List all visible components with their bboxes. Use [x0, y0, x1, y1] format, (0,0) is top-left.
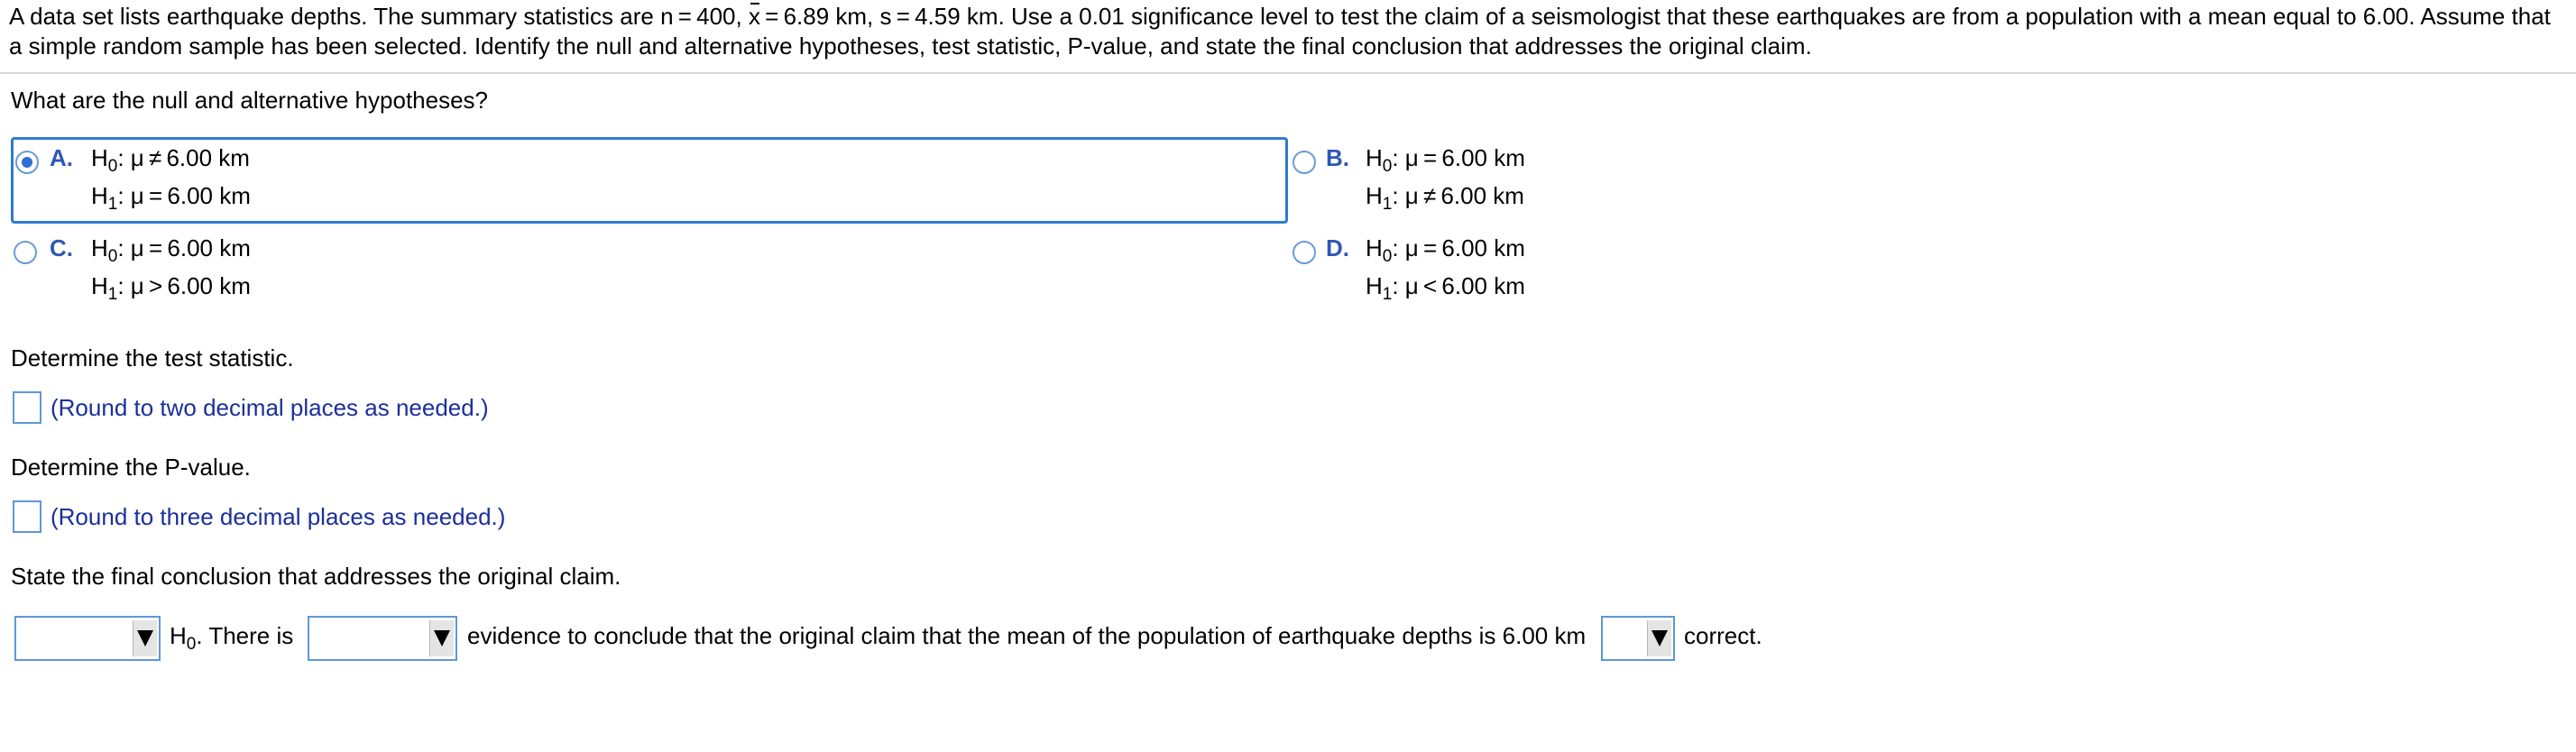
hypotheses-question: What are the null and alternative hypotheses?	[11, 87, 489, 114]
x-bar-symbol: x	[748, 3, 760, 30]
option-c-h1: $H_1$: μ > 6.00 km	[91, 272, 251, 304]
p-value-hint: (Round to three decimal places as needed.)	[51, 503, 506, 530]
option-b[interactable]	[1290, 137, 1741, 224]
option-c-letter: C.	[50, 234, 73, 261]
option-b-radio[interactable]	[1293, 151, 1316, 174]
problem-text-part1: A data set lists earthquake depths. The summary statistics are n = 400,	[9, 3, 749, 30]
test-statistic-hint: (Round to two decimal places as needed.)	[51, 394, 489, 421]
conclusion-h0-text: $H_0$. There is	[170, 622, 294, 654]
dropdown-arrow-icon[interactable]	[133, 620, 157, 656]
option-c-h0: $H_0$: μ = 6.00 km	[91, 234, 251, 266]
option-a[interactable]	[11, 137, 1288, 224]
claim-correctness-dropdown[interactable]	[1601, 616, 1675, 661]
conclusion-correct-text: correct.	[1684, 622, 1762, 649]
problem-text-part2: = 6.89 km, s = 4.59 km. Use a 0.01 significance level to test the claim of a seismologist that these earthquakes are from a population with a mean equal to 6.00. Assume that a simple random sample has been selected. Identify the null and alternative hypotheses, test statistic, P-value, and state the final conclusion that addresses the original claim.	[9, 3, 2551, 60]
option-d-h0: $H_0$: μ = 6.00 km	[1366, 234, 1525, 266]
option-d-letter: D.	[1326, 234, 1349, 261]
option-b-h0: $H_0$: μ = 6.00 km	[1366, 144, 1525, 176]
dropdown-arrow-icon[interactable]	[1647, 620, 1671, 656]
dropdown-arrow-icon[interactable]	[429, 620, 454, 656]
option-d-radio[interactable]	[1293, 241, 1316, 264]
option-b-h1: $H_1$: μ ≠ 6.00 km	[1366, 182, 1524, 214]
test-statistic-input[interactable]	[13, 391, 41, 424]
option-c-radio[interactable]	[14, 241, 37, 264]
evidence-dropdown[interactable]	[308, 616, 457, 661]
p-value-question: Determine the P-value.	[11, 454, 251, 481]
option-d-h1: $H_1$: μ < 6.00 km	[1366, 272, 1525, 304]
option-c[interactable]	[11, 228, 462, 315]
p-value-input[interactable]	[13, 500, 41, 533]
radio-selected-dot	[22, 157, 32, 168]
problem-statement	[9, 2, 2562, 61]
conclusion-evidence-text: evidence to conclude that the original claim that the mean of the population of earthquake depths is 6.00 km	[467, 622, 1587, 649]
conclusion-question: State the final conclusion that addresses the original claim.	[11, 563, 621, 590]
option-a-radio[interactable]	[15, 151, 39, 174]
option-a-h0: $H_0$: μ ≠ 6.00 km	[91, 144, 250, 176]
option-a-letter: A.	[50, 144, 73, 171]
option-b-letter: B.	[1326, 144, 1349, 171]
decision-dropdown[interactable]	[14, 616, 161, 661]
option-a-h1: $H_1$: μ = 6.00 km	[91, 182, 251, 214]
section-divider	[0, 72, 2576, 74]
option-d[interactable]	[1290, 228, 1741, 315]
test-statistic-question: Determine the test statistic.	[11, 344, 294, 371]
